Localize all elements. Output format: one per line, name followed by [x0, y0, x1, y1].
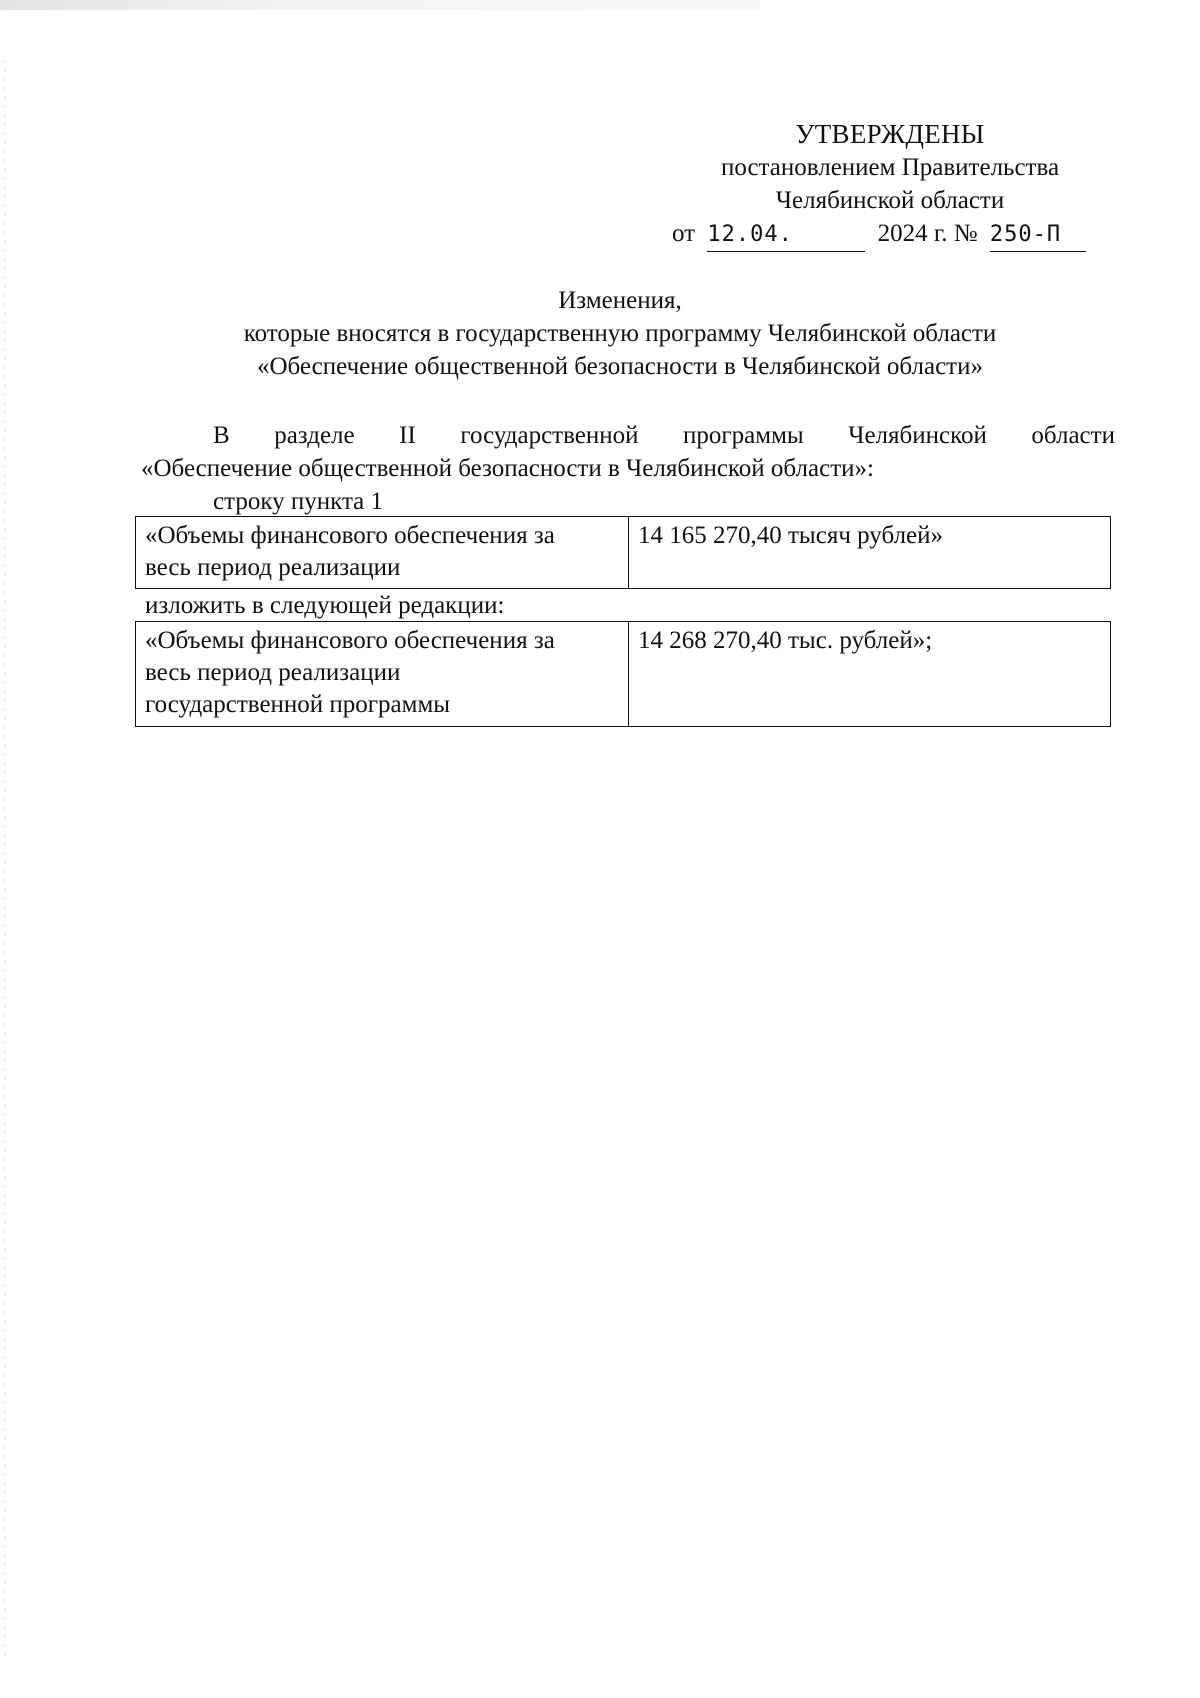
scan-edge-artifact	[4, 60, 6, 1660]
cell-text-line: «Объемы финансового обеспечения за	[145, 627, 555, 654]
cell-text-line: весь период реализации	[145, 554, 401, 581]
heading-line-3: «Обеспечение общественной безопасности в Челябинской области»	[256, 353, 983, 380]
heading-line-2: которые вносятся в государственную программу Челябинской области	[243, 320, 997, 347]
year-text: 2024 г. №	[877, 220, 978, 247]
approval-title: УТВЕРЖДЕНЫ	[795, 119, 985, 149]
approval-line-2: Челябинской области	[775, 187, 1005, 214]
row-intro-text: строку пункта 1	[213, 488, 384, 515]
table-row	[136, 517, 1111, 589]
heading-line-1: Изменения,	[558, 287, 682, 314]
date-field: 12.04.	[707, 218, 865, 252]
new-row-label-cell	[136, 622, 629, 727]
number-field: 250-П	[990, 218, 1086, 252]
new-row-value-cell	[629, 622, 1111, 727]
old-row-label-cell	[136, 517, 629, 589]
body-word: В	[213, 422, 230, 449]
old-amount: 14 165 270,40 тысяч рублей»	[638, 522, 944, 549]
table-row	[136, 622, 1111, 727]
cell-text-line: государственной программы	[145, 691, 451, 718]
approval-line-1: постановлением Правительства	[720, 154, 1060, 181]
cell-text-line: весь период реализации	[145, 659, 401, 686]
date-prefix: от	[672, 220, 696, 247]
body-word: программы	[683, 422, 804, 449]
document-heading	[120, 284, 1120, 383]
cell-text-line: «Объемы финансового обеспечения за	[145, 522, 555, 549]
new-amount: 14 268 270,40 тыс. рублей»;	[638, 627, 933, 654]
body-word: разделе	[274, 422, 355, 449]
body-line-2: «Обеспечение общественной безопасности в Челябинской области»:	[141, 455, 874, 482]
old-row-value-cell	[629, 517, 1111, 589]
approval-block	[672, 118, 1100, 252]
body-word: Челябинской	[848, 422, 987, 449]
body-word: области	[1031, 422, 1115, 449]
approval-date-line	[672, 217, 1100, 252]
old-row-table	[135, 516, 1111, 589]
after-text: изложить в следующей редакции:	[145, 592, 505, 619]
body-line-1	[141, 419, 1115, 452]
new-row-table	[135, 621, 1111, 727]
body-paragraph	[141, 419, 1115, 485]
scan-artifact	[0, 0, 760, 10]
body-word: государственной	[460, 422, 639, 449]
body-word: II	[399, 422, 416, 449]
